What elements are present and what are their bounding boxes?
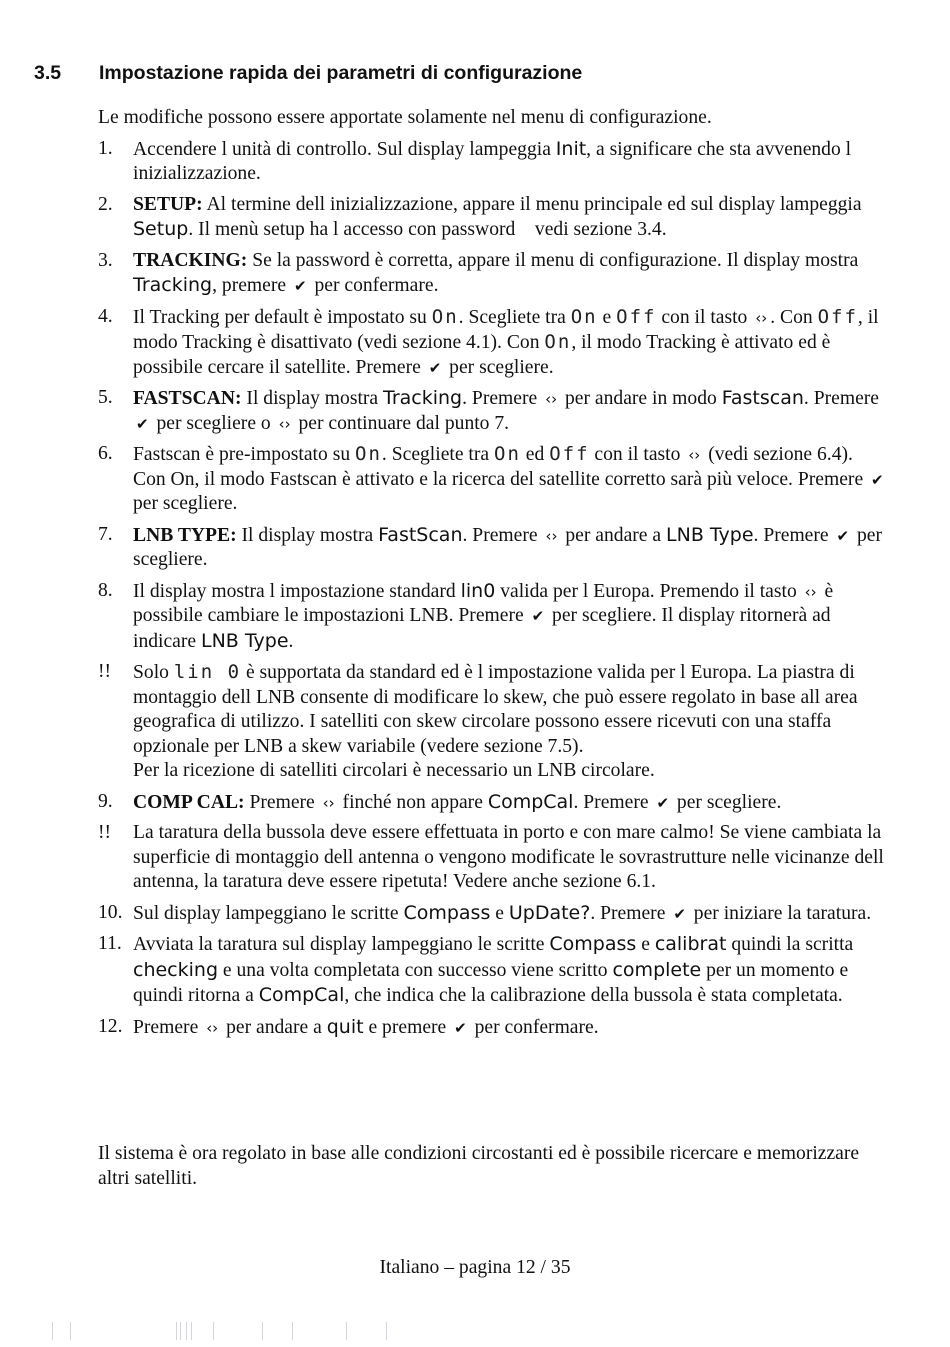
arrows-icon: ‹› (545, 526, 558, 545)
segment-display-text: Off (817, 305, 858, 328)
step-text: per scegliere. Il display ritornerà ad indicare (133, 605, 831, 652)
step-text: . Premere (590, 902, 671, 924)
intro-paragraph: Le modifiche possono essere apportate solamente nel menu di configurazione. (98, 107, 712, 128)
step-text: , a significare che sta avvenendo l inizializzazione. (133, 138, 852, 184)
step-text: . Scegliete tra (381, 444, 494, 465)
display-text: Compass (403, 901, 491, 924)
step-text: . (288, 630, 294, 652)
display-text: lin0 (460, 579, 496, 602)
arrows-icon: ‹› (688, 446, 701, 464)
step-text: valida per l Europa. Premendo il tasto (495, 580, 802, 602)
note-compass (98, 821, 888, 895)
step-9 (98, 790, 888, 816)
step-12 (98, 1015, 888, 1041)
step-keyword: TRACKING: (133, 249, 248, 271)
step-number: 2. (98, 193, 113, 215)
step-text: finché non appare (337, 791, 488, 813)
step-text: e una volta completata con successo viene scritto (218, 959, 613, 981)
step-number: 8. (98, 579, 113, 601)
step-text: per andare a (560, 524, 667, 546)
segment-display-text: Off (549, 443, 590, 465)
display-text: Tracking (133, 274, 213, 296)
step-text: (vedi sezione 6.4). Con On, il modo Fastscan è attivato e la ricerca del satellite corretto sarà più veloce. Premere (133, 444, 869, 490)
segment-display-text: On (431, 305, 459, 328)
note-text: La taratura della bussola deve essere effettuata in porto e con mare calmo! Se viene cambiata la superficie di montaggio dell antenna o vengono modificate le sovrastrutture nelle vicinanze dell antenna, la taratura deve essere ripetuta! Vedere anche sezione 6.1. (133, 822, 884, 892)
step-text: e (597, 306, 617, 328)
step-text: Avviata la taratura sul display lampeggiano le scritte (133, 934, 550, 955)
check-icon: ✔ (428, 358, 442, 377)
closing-paragraph: Il sistema è ora regolato in base alle condizioni circostanti ed è possibile ricercare e memorizzare altri satelliti. (98, 1143, 860, 1189)
display-text: Fastscan (721, 387, 804, 409)
step-2 (98, 193, 888, 243)
display-text: Init (555, 137, 587, 160)
step-3 (98, 249, 888, 299)
display-text: CompCal (487, 790, 574, 813)
note-text: Per la ricezione di satelliti circolari è necessario un LNB circolare. (133, 760, 655, 781)
note-marker: !! (98, 822, 112, 843)
step-text: per scegliere o (151, 412, 276, 434)
check-icon: ✔ (454, 1018, 467, 1037)
step-text: , che indica che la calibrazione della bussola è stata completata. (344, 985, 843, 1006)
step-text: . Premere (753, 524, 834, 546)
segment-display-text: On (494, 443, 521, 465)
step-text: Il display mostra (241, 388, 384, 409)
step-number: 11. (98, 933, 122, 954)
section-heading (34, 62, 582, 85)
step-text: . Premere (573, 791, 654, 813)
step-10 (98, 901, 888, 927)
step-text: per andare a (221, 1016, 327, 1038)
step-text: per iniziare la taratura. (688, 902, 872, 924)
step-text: e premere (363, 1016, 452, 1038)
step-text: Al termine dell inizializzazione, appare il menu principale ed sul display lampeggia (202, 193, 862, 215)
step-text: . Con (770, 306, 818, 328)
check-icon: ✔ (673, 904, 686, 923)
step-11 (98, 932, 888, 1009)
step-4 (98, 305, 888, 381)
display-text: calibrat (654, 933, 727, 955)
step-text: . Premere (803, 388, 879, 409)
section-title: Impostazione rapida dei parametri di configurazione (99, 62, 583, 84)
step-keyword: COMP CAL: (133, 791, 245, 813)
step-text: per scegliere. (444, 356, 554, 378)
step-number: 3. (98, 249, 113, 271)
segment-display-text: lin 0 (173, 661, 242, 683)
step-7 (98, 523, 888, 573)
step-keyword: FASTSCAN: (133, 388, 242, 409)
check-icon: ✔ (531, 607, 545, 625)
step-number: 7. (98, 523, 113, 545)
display-text: LNB Type (201, 629, 289, 652)
step-number: 1. (98, 137, 113, 159)
step-text: per continuare dal punto 7. (293, 412, 510, 434)
step-text: Sul display lampeggiano le scritte (133, 902, 404, 924)
display-text: Setup (133, 218, 189, 240)
step-5 (98, 386, 888, 436)
segment-display-text: On (570, 305, 598, 328)
step-8 (98, 579, 888, 655)
step-text: per scegliere. (133, 493, 238, 514)
display-text: UpDate? (508, 901, 591, 924)
step-text: per andare in modo (560, 388, 722, 409)
arrows-icon: ‹› (755, 308, 768, 327)
display-text: checking (133, 958, 219, 981)
step-text: è possibile cambiare le impostazioni LNB. Premere (133, 580, 834, 626)
step-text: . Il menù setup ha l accesso con password vedi sezione 3.4. (188, 219, 667, 240)
instructions-body (98, 106, 888, 1046)
step-keyword: LNB TYPE: (133, 524, 237, 546)
display-text: complete (612, 958, 702, 981)
step-text: con il tasto (656, 306, 753, 328)
segment-display-text: On (355, 443, 382, 465)
step-text: , premere (212, 275, 291, 296)
arrows-icon: ‹› (278, 414, 291, 433)
arrows-icon: ‹› (322, 793, 335, 812)
step-number: 9. (98, 790, 113, 812)
step-number: 6. (98, 443, 113, 464)
step-text: Se la password è corretta, appare il menu di configurazione. Il display mostra (247, 249, 859, 271)
step-text: Premere (244, 791, 320, 813)
step-text: per confermare. (309, 275, 439, 296)
display-text: FastScan (378, 523, 463, 546)
step-text: per confermare. (469, 1016, 599, 1038)
step-text: per un momento e quindi ritorna a (133, 959, 849, 1006)
step-number: 10. (98, 901, 123, 923)
section-number: 3.5 (34, 62, 62, 84)
arrows-icon: ‹› (545, 390, 558, 408)
step-number: 12. (98, 1015, 123, 1037)
page-footer: Italiano – pagina 12 / 35 (379, 1257, 571, 1278)
step-number: 4. (98, 305, 113, 327)
display-text: quit (326, 1015, 364, 1038)
step-text: Accendere l unità di controllo. Sul display lampeggia (133, 138, 556, 160)
segment-display-text: On (544, 331, 572, 353)
check-icon: ✔ (871, 470, 884, 489)
step-1 (98, 137, 888, 187)
step-text: Il Tracking per default è impostato su (133, 306, 432, 328)
display-text: LNB Type (666, 523, 754, 546)
step-text: Il display mostra (236, 524, 379, 546)
step-text: Il display mostra l impostazione standard (133, 580, 461, 602)
step-text: . Premere (462, 388, 543, 409)
step-6 (98, 442, 888, 517)
step-text: , il modo Tracking è disattivato (vedi sezione 4.1). Con (133, 306, 879, 353)
scan-marks (30, 1322, 450, 1340)
step-text: Premere (133, 1016, 204, 1038)
check-icon: ✔ (836, 526, 850, 545)
step-text: con il tasto (589, 444, 686, 465)
step-text: Fastscan è pre-impostato su (133, 444, 356, 465)
arrows-icon: ‹› (206, 1018, 219, 1037)
step-text: e (636, 934, 655, 955)
display-text: Tracking (383, 387, 463, 409)
check-icon: ✔ (293, 277, 307, 295)
step-text: . Scegliete tra (458, 306, 571, 328)
step-text: per scegliere. (133, 524, 883, 570)
note-marker: !! (98, 661, 112, 682)
arrows-icon: ‹› (804, 582, 817, 601)
step-text: e (490, 902, 509, 924)
segment-display-text: Off (616, 305, 657, 328)
display-text: Compass (549, 933, 637, 955)
note-text: Solo (133, 662, 174, 683)
step-text: , il modo Tracking è attivato ed è possibile cercare il satellite. Premere (133, 332, 831, 378)
display-text: CompCal (258, 984, 345, 1006)
note-text: è supportata da standard ed è l impostazione valida per l Europa. La piastra di montaggio dell LNB consente di modificare lo skew, che può essere regolato in base all area geografica di utilizzo. I satelliti con skew circolare possono essere ricevuti con una staffa opzionale per LNB a skew variabile (vedere sezione 7.5). (133, 662, 858, 757)
step-text: . Premere (462, 524, 543, 546)
note-lnb (98, 660, 888, 784)
step-keyword: SETUP: (133, 193, 203, 215)
step-number: 5. (98, 387, 113, 408)
check-icon: ✔ (136, 414, 149, 433)
step-text: ed (520, 444, 550, 465)
check-icon: ✔ (656, 793, 670, 812)
step-text: per scegliere. (672, 791, 782, 813)
step-text: quindi la scritta (726, 934, 854, 955)
